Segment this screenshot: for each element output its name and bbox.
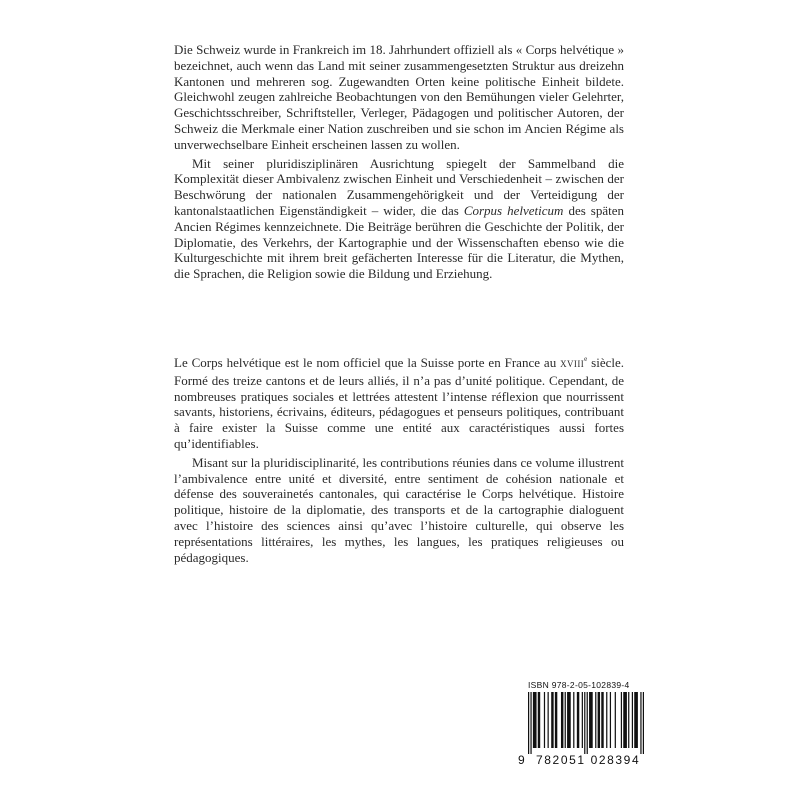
barcode-bar-13 — [582, 692, 583, 748]
barcode-bar-16 — [589, 692, 593, 748]
barcode-bar-6 — [551, 692, 553, 748]
barcode-bar-4 — [544, 692, 545, 748]
barcode-bar-7 — [555, 692, 557, 748]
barcode-bar-5 — [548, 692, 549, 748]
barcode-bar-15 — [587, 692, 588, 754]
century-superscript: e — [584, 354, 588, 363]
barcode-bar-11 — [573, 692, 574, 748]
barcode-bar-12 — [577, 692, 579, 748]
barcode-bar-22 — [615, 692, 616, 748]
barcode-bar-3 — [538, 692, 540, 748]
barcode-bar-0 — [528, 692, 529, 754]
barcode-bar-8 — [561, 692, 563, 748]
german-paragraph-2-part-a: Mit seiner pluridisziplinären Ausrichtung spiegelt der Sammelband die Komplexität dieser Ambivalenz zwischen Einheit und Verschiedenheit – zwischen der Beschwörung der nationalen Zusammengehörigkeit und der Verteidigung der kantonalstaatlichen Eigenständigkeit – wider, die das — [174, 155, 624, 218]
isbn-barcode — [518, 680, 644, 770]
barcode-bar-10 — [567, 692, 571, 748]
ean-digits: 782051 028394 — [536, 753, 641, 767]
barcode-bar-2 — [533, 692, 537, 748]
german-blurb — [174, 42, 624, 282]
barcode-bar-14 — [584, 692, 585, 754]
barcode-bar-27 — [634, 692, 638, 748]
french-paragraph-1 — [174, 355, 624, 452]
barcode-bar-19 — [601, 692, 603, 748]
german-paragraph-1: Die Schweiz wurde in Frankreich im 18. Jahrhundert offiziell als « Corps helvétique » bezeichnet, auch wenn das Land mit seiner zusammengesetzten Struktur aus dreizehn Kantonen und mehreren sog. Zugewandten Orten keine politische Einheit bildete. Gleichwohl zeugen zahlreiche Beobachtungen von den Bemühungen vieler Gelehrter, Geschichtsschreiber, Schriftsteller, Verleger, Pädagogen und politischer Autoren, der Schweiz die Merkmale einer Nation zuschreiben und sie schon im Ancien Régime als unverwechselbare Einheit erscheinen lassen zu wollen. — [174, 42, 624, 152]
german-paragraph-2-part-b: des späten Ancien Régimes kennzeichnete. Die Beiträge berühren die Geschichte der Politik, der Diplomatie, des Verkehrs, der Kartographie und der Wissenschaften ebenso wie die Kulturgeschichte mit ihrem breit gefächerten Interesse für die Literatur, die Mythen, die Sprachen, die Religion sowie die Bildung und Erziehung. — [174, 202, 624, 282]
barcode-bars — [528, 692, 644, 754]
barcode-bar-20 — [606, 692, 607, 748]
french-paragraph-2: Misant sur la pluridisciplinarité, les contributions réunies dans ce volume illustrent l’ambivalence entre unité et diversité, entre sentiment de cohésion nationale et défense des souverainetés cantonales, qui caractérise le Corps helvétique. Histoire politique, histoire de la diplomatie, des transports et de la cartographie dialoguent avec l’histoire des sciences ainsi qu’avec l’histoire culturelle, qui observe les représentations littéraires, les mythes, les langues, les pratiques religieuses ou pédagogiques. — [174, 454, 624, 565]
barcode-bar-24 — [623, 692, 627, 748]
barcode-bar-17 — [595, 692, 596, 748]
barcode-bar-23 — [621, 692, 622, 748]
corpus-helveticum-italic: Corpus helveticum — [463, 202, 564, 218]
german-paragraph-2 — [174, 156, 624, 282]
barcode-bar-1 — [530, 692, 531, 754]
french-paragraph-1-part-b: siècle. Formé des treize cantons et de leurs alliés, il n’a pas d’unité politique. Cependant, de nombreuses pratiques sociales et lettrées attestent l’intense réflexion que nourrissent savants, historiens, écrivains, éditeurs, pédagogues et penseurs politiques, contribuant à faire exister la Suisse comme une entité aux caractéristiques aussi fortes qu’identifiables. — [174, 355, 625, 451]
isbn-label: ISBN 978-2-05-102839-4 — [528, 680, 630, 690]
barcode-bar-26 — [632, 692, 633, 748]
ean-lead-digit: 9 — [518, 753, 525, 767]
barcode-bar-25 — [628, 692, 629, 748]
french-paragraph-1-part-a: Le Corps helvétique est le nom officiel que la Suisse porte en France au — [174, 355, 561, 370]
barcode-bar-18 — [598, 692, 600, 748]
barcode-bar-21 — [610, 692, 611, 748]
century-numeral: XVIII — [560, 359, 585, 369]
barcode-bar-9 — [565, 692, 566, 748]
barcode-bar-29 — [643, 692, 644, 754]
barcode-bar-28 — [640, 692, 641, 754]
french-blurb — [174, 355, 624, 565]
